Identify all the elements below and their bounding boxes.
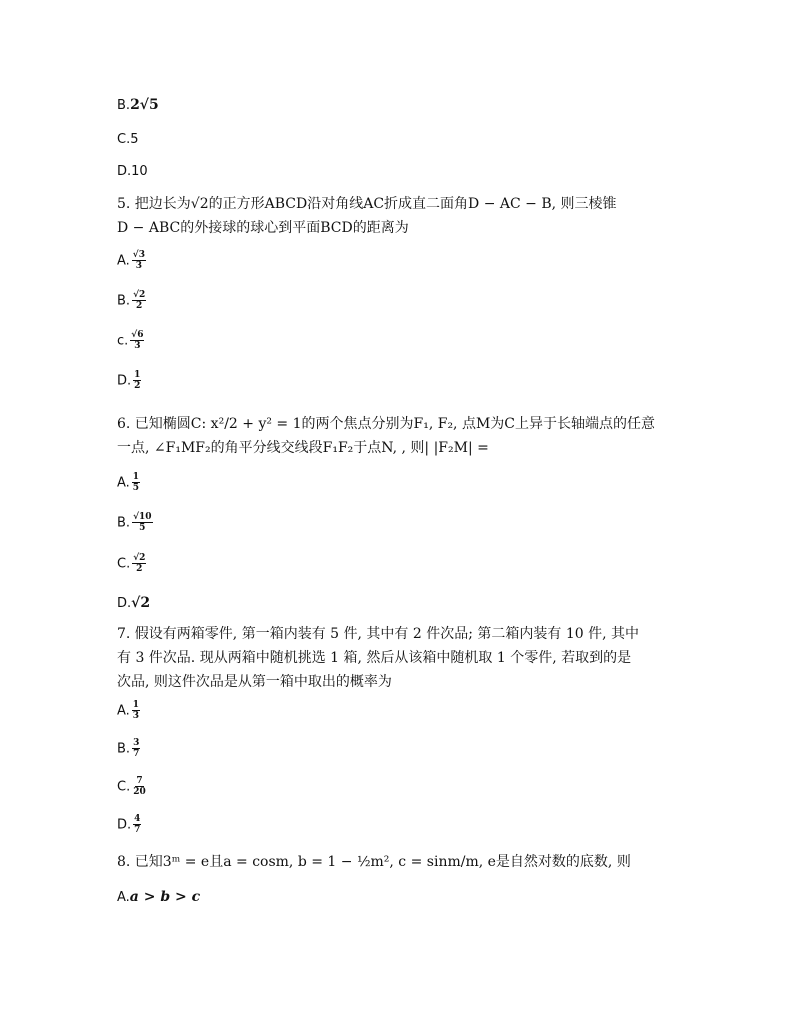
denominator: 20 [133,787,146,797]
option-value: 2√5 [130,97,159,113]
option-label: C. [117,556,131,572]
numerator: √3 [132,250,145,260]
denominator: 3 [134,341,141,351]
fraction [132,250,146,271]
fraction [133,370,141,391]
q5-stem-line-2: D − ABC的外接球的球心到平面BCD的距离为 [117,220,409,236]
option-value: 10 [131,164,148,179]
denominator: 3 [132,711,140,721]
q8-stem [117,850,687,874]
fraction [132,472,140,493]
fraction [132,738,140,759]
numerator: 3 [133,738,140,748]
fraction [132,553,146,574]
q8-stem-line-1: 8. 已知3ᵐ = e且a = cosm, b = 1 − ½m², c = sinm/m, e是自然对数的底数, 则 [117,854,631,870]
numerator: √2 [133,553,146,563]
option-label: c. [117,333,129,349]
denominator: 5 [132,483,140,493]
q6-stem [117,412,687,460]
q6-option-c[interactable] [117,553,146,574]
option-value: a > b > c [129,889,201,905]
q4-option-c[interactable] [117,130,139,149]
q5-option-d[interactable] [117,370,141,391]
q6-stem-line-1: 6. 已知椭圆C: x²/2 + y² = 1的两个焦点分别为F₁, F₂, 点M为C上异于长轴端点的任意 [117,416,656,432]
option-label: A. [117,253,130,269]
denominator: 2 [136,301,143,311]
option-value: 5 [130,132,139,147]
denominator: 3 [135,261,143,271]
option-label: A. [117,890,130,905]
q5-option-a[interactable] [117,250,146,271]
option-label: D. [117,373,132,389]
option-label: A. [117,703,130,719]
option-label: C. [117,132,131,147]
q7-stem-line-1: 7. 假设有两箱零件, 第一箱内装有 5 件, 其中有 2 件次品; 第二箱内装有 10 件, 其中 [117,626,640,642]
numerator: √6 [131,330,144,340]
option-label: D. [117,164,132,179]
q4-option-d[interactable] [117,162,148,181]
q7-stem [117,622,687,694]
q7-option-b[interactable] [117,738,140,759]
numerator: 4 [134,814,141,824]
q7-stem-line-3: 次品, 则这件次品是从第一箱中取出的概率为 [117,674,392,690]
q7-option-c[interactable] [117,776,147,797]
numerator: 1 [132,472,140,482]
fraction [130,330,144,351]
numerator: 7 [136,776,143,786]
fraction [133,814,141,835]
option-label: B. [117,98,131,113]
q6-option-a[interactable] [117,472,140,493]
option-label: B. [117,293,131,309]
denominator: 2 [136,564,143,574]
fraction [132,700,140,721]
numerator: 1 [134,370,141,380]
option-label: B. [117,741,131,757]
fraction [132,776,147,797]
q6-option-b[interactable] [117,512,153,533]
denominator: 7 [133,749,140,759]
fraction [132,512,152,533]
q7-stem-line-2: 有 3 件次品. 现从两箱中随机挑选 1 箱, 然后从该箱中随机取 1 个零件, 若取到的是 [117,650,632,666]
q6-option-d[interactable] [117,594,150,613]
q5-option-b[interactable] [117,290,146,311]
option-value: √2 [131,595,151,611]
denominator: 5 [139,523,146,533]
option-label: C. [117,779,131,795]
q7-option-d[interactable] [117,814,141,835]
option-label: B. [117,515,131,531]
denominator: 7 [134,825,141,835]
option-label: D. [117,596,132,611]
numerator: √2 [133,290,146,300]
numerator: 1 [132,700,140,710]
numerator: √10 [133,512,152,522]
q7-option-a[interactable] [117,700,140,721]
denominator: 2 [134,381,141,391]
option-label: D. [117,817,132,833]
q5-stem [117,192,687,240]
q5-stem-line-1: 5. 把边长为√2的正方形ABCD沿对角线AC折成直二面角D − AC − B, 则三棱锥 [117,196,617,212]
option-label: A. [117,475,130,491]
q4-option-b[interactable] [117,96,159,115]
fraction [132,290,146,311]
q6-stem-line-2: 一点, ∠F₁MF₂的角平分线交线段F₁F₂于点N, , 则| |F₂M| = [117,440,489,456]
q8-option-a[interactable] [117,888,200,907]
q5-option-c[interactable] [117,330,144,351]
